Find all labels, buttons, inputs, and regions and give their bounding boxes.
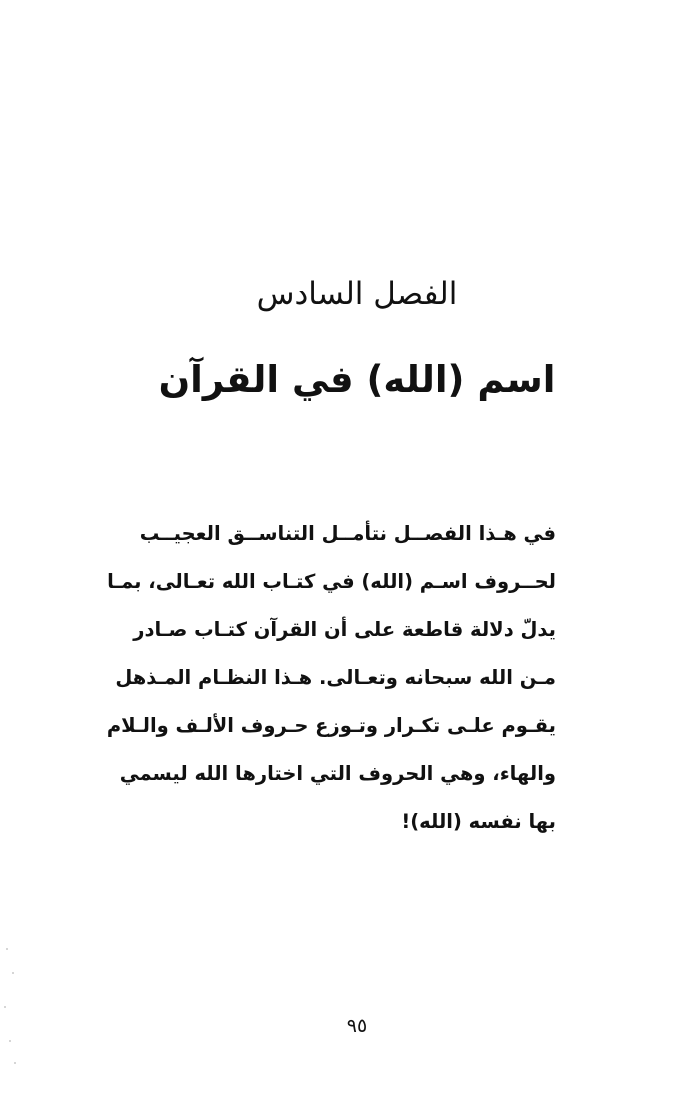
body-line: بها نفسه (الله)! <box>401 810 556 833</box>
scan-speck <box>4 1006 6 1008</box>
scan-speck <box>14 1062 16 1064</box>
body-line: مـن الله سبحانه وتعـالى. هـذا النظـام المـذهل <box>115 666 556 689</box>
body-line: يقـوم علـى تكـرار وتـوزع حـروف الألـف والـلام <box>106 714 556 737</box>
chapter-label: الفصل السادس <box>256 276 458 312</box>
body-line: لحــروف اسـم (الله) في كتـاب الله تعـالى، بمـا <box>107 570 556 593</box>
scan-speck <box>9 1040 11 1042</box>
chapter-title: اسم (الله) في القرآن <box>158 358 556 401</box>
body-line: والهاء، وهي الحروف التي اختارها الله ليسمي <box>119 762 556 785</box>
page-number: ٩٥ <box>346 1015 368 1037</box>
scan-speck <box>6 948 8 950</box>
body-line: في هـذا الفصــل نتأمــل التناســق العجيــب <box>139 522 556 545</box>
body-paragraph <box>106 510 556 846</box>
body-line: يدلّ دلالة قاطعة على أن القرآن كتـاب صـادر <box>133 618 556 641</box>
scan-speck <box>12 972 14 974</box>
